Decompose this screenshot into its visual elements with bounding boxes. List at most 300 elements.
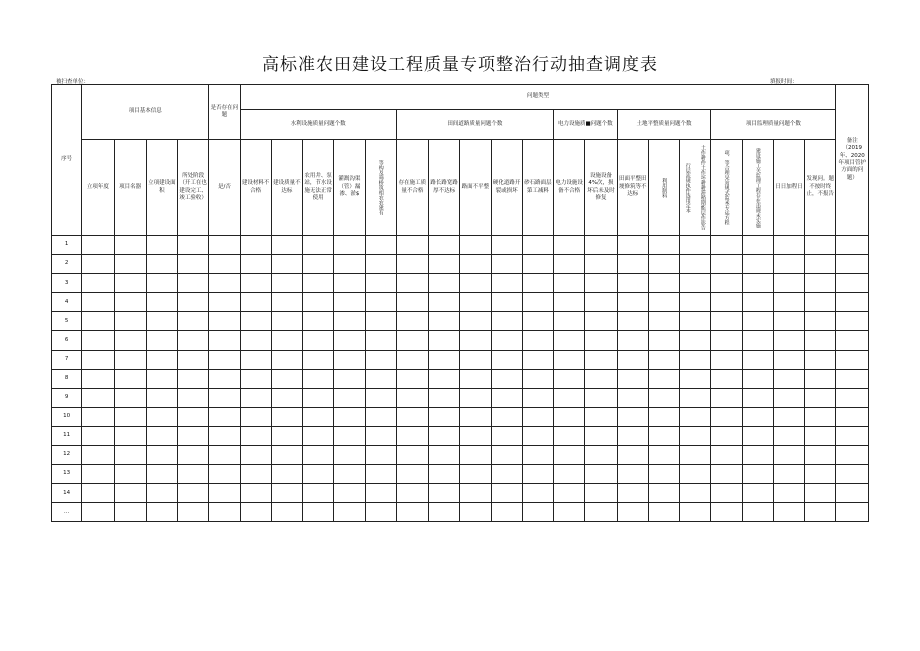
table-cell[interactable]: [146, 407, 177, 426]
table-cell[interactable]: [680, 255, 711, 274]
table-cell[interactable]: [240, 293, 271, 312]
table-cell[interactable]: [460, 446, 491, 465]
table-cell[interactable]: [585, 312, 617, 331]
table-cell[interactable]: [271, 236, 302, 255]
table-cell[interactable]: [334, 446, 365, 465]
table-cell[interactable]: [365, 312, 396, 331]
table-cell[interactable]: [334, 465, 365, 484]
table-cell[interactable]: [303, 388, 334, 407]
table-cell[interactable]: [742, 426, 773, 445]
table-cell[interactable]: [617, 388, 648, 407]
table-cell[interactable]: [303, 236, 334, 255]
table-cell[interactable]: [711, 388, 742, 407]
table-cell[interactable]: [271, 293, 302, 312]
table-cell[interactable]: [365, 350, 396, 369]
table-cell[interactable]: [365, 255, 396, 274]
table-cell[interactable]: [491, 484, 522, 503]
table-cell[interactable]: [146, 331, 177, 350]
table-cell[interactable]: [773, 465, 804, 484]
table-cell[interactable]: [240, 484, 271, 503]
table-cell[interactable]: [805, 426, 836, 445]
table-cell[interactable]: [82, 350, 114, 369]
table-cell[interactable]: [522, 369, 553, 388]
table-cell[interactable]: [365, 407, 396, 426]
table-cell[interactable]: [680, 407, 711, 426]
table-cell[interactable]: [82, 369, 114, 388]
table-cell[interactable]: [178, 503, 209, 522]
table-cell[interactable]: [146, 503, 177, 522]
table-cell[interactable]: [680, 503, 711, 522]
table-cell[interactable]: [146, 293, 177, 312]
table-cell[interactable]: [303, 255, 334, 274]
table-cell[interactable]: [460, 369, 491, 388]
table-cell[interactable]: [585, 350, 617, 369]
table-cell[interactable]: [648, 293, 679, 312]
table-cell[interactable]: [773, 446, 804, 465]
table-cell[interactable]: [836, 255, 869, 274]
table-cell[interactable]: [680, 331, 711, 350]
table-cell[interactable]: [742, 484, 773, 503]
table-cell[interactable]: [773, 503, 804, 522]
table-cell[interactable]: [240, 350, 271, 369]
table-cell[interactable]: [460, 312, 491, 331]
table-cell[interactable]: [617, 274, 648, 293]
table-cell[interactable]: [773, 426, 804, 445]
table-cell[interactable]: [178, 426, 209, 445]
table-cell[interactable]: [240, 465, 271, 484]
table-cell[interactable]: [114, 369, 146, 388]
table-cell[interactable]: [365, 331, 396, 350]
table-cell[interactable]: [805, 407, 836, 426]
table-cell[interactable]: [396, 312, 428, 331]
table-cell[interactable]: [178, 236, 209, 255]
table-cell[interactable]: [742, 293, 773, 312]
table-cell[interactable]: [178, 255, 209, 274]
table-cell[interactable]: [680, 274, 711, 293]
table-cell[interactable]: [805, 312, 836, 331]
table-cell[interactable]: [429, 255, 460, 274]
table-cell[interactable]: [396, 331, 428, 350]
table-cell[interactable]: [648, 465, 679, 484]
table-cell[interactable]: [460, 484, 491, 503]
table-cell[interactable]: [617, 312, 648, 331]
table-cell[interactable]: [836, 236, 869, 255]
table-cell[interactable]: [617, 331, 648, 350]
table-cell[interactable]: [648, 236, 679, 255]
table-cell[interactable]: [742, 446, 773, 465]
table-cell[interactable]: [805, 465, 836, 484]
table-cell[interactable]: [240, 369, 271, 388]
table-cell[interactable]: [522, 407, 553, 426]
table-cell[interactable]: [396, 274, 428, 293]
table-cell[interactable]: [617, 503, 648, 522]
table-cell[interactable]: [365, 465, 396, 484]
table-cell[interactable]: [491, 388, 522, 407]
table-cell[interactable]: [554, 407, 585, 426]
table-cell[interactable]: [491, 503, 522, 522]
table-cell[interactable]: [522, 236, 553, 255]
table-cell[interactable]: [585, 407, 617, 426]
table-cell[interactable]: [773, 369, 804, 388]
table-cell[interactable]: [303, 465, 334, 484]
table-cell[interactable]: [396, 369, 428, 388]
table-cell[interactable]: [114, 465, 146, 484]
table-cell[interactable]: [365, 369, 396, 388]
table-cell[interactable]: [460, 255, 491, 274]
table-cell[interactable]: [146, 369, 177, 388]
table-cell[interactable]: [334, 274, 365, 293]
table-cell[interactable]: [742, 465, 773, 484]
table-cell[interactable]: [303, 331, 334, 350]
table-cell[interactable]: [271, 350, 302, 369]
table-cell[interactable]: [836, 503, 869, 522]
table-cell[interactable]: [805, 274, 836, 293]
table-cell[interactable]: [240, 312, 271, 331]
table-cell[interactable]: [773, 293, 804, 312]
table-cell[interactable]: [303, 312, 334, 331]
table-cell[interactable]: [711, 484, 742, 503]
table-cell[interactable]: [429, 446, 460, 465]
table-cell[interactable]: [429, 312, 460, 331]
table-cell[interactable]: [711, 274, 742, 293]
table-cell[interactable]: [773, 407, 804, 426]
table-cell[interactable]: [82, 236, 114, 255]
table-cell[interactable]: [554, 312, 585, 331]
table-cell[interactable]: [209, 350, 240, 369]
table-cell[interactable]: [365, 293, 396, 312]
table-cell[interactable]: [554, 503, 585, 522]
table-cell[interactable]: [711, 236, 742, 255]
table-cell[interactable]: [711, 465, 742, 484]
table-cell[interactable]: [209, 293, 240, 312]
table-cell[interactable]: [334, 484, 365, 503]
table-cell[interactable]: [836, 426, 869, 445]
table-cell[interactable]: [742, 255, 773, 274]
table-cell[interactable]: [429, 388, 460, 407]
table-cell[interactable]: [114, 236, 146, 255]
table-cell[interactable]: [82, 503, 114, 522]
table-cell[interactable]: [680, 426, 711, 445]
table-cell[interactable]: [773, 350, 804, 369]
table-cell[interactable]: [460, 350, 491, 369]
table-cell[interactable]: [114, 255, 146, 274]
table-cell[interactable]: [396, 484, 428, 503]
table-cell[interactable]: [805, 293, 836, 312]
table-cell[interactable]: [460, 465, 491, 484]
table-cell[interactable]: [648, 255, 679, 274]
table-cell[interactable]: [460, 388, 491, 407]
table-cell[interactable]: [209, 484, 240, 503]
table-cell[interactable]: [114, 426, 146, 445]
table-cell[interactable]: [648, 388, 679, 407]
table-cell[interactable]: [82, 312, 114, 331]
table-cell[interactable]: [82, 484, 114, 503]
table-cell[interactable]: [805, 446, 836, 465]
table-cell[interactable]: [209, 331, 240, 350]
table-cell[interactable]: [617, 446, 648, 465]
table-cell[interactable]: [680, 236, 711, 255]
table-cell[interactable]: [271, 331, 302, 350]
table-cell[interactable]: [178, 350, 209, 369]
table-cell[interactable]: [209, 369, 240, 388]
table-cell[interactable]: [82, 255, 114, 274]
table-cell[interactable]: [491, 350, 522, 369]
table-cell[interactable]: [396, 465, 428, 484]
table-cell[interactable]: [240, 274, 271, 293]
table-cell[interactable]: [711, 446, 742, 465]
table-cell[interactable]: [334, 312, 365, 331]
table-cell[interactable]: [146, 350, 177, 369]
table-cell[interactable]: [178, 331, 209, 350]
table-cell[interactable]: [146, 236, 177, 255]
table-cell[interactable]: [334, 350, 365, 369]
table-cell[interactable]: [114, 293, 146, 312]
table-cell[interactable]: [209, 388, 240, 407]
table-cell[interactable]: [585, 331, 617, 350]
table-cell[interactable]: [648, 484, 679, 503]
table-cell[interactable]: [460, 407, 491, 426]
table-cell[interactable]: [146, 274, 177, 293]
table-cell[interactable]: [146, 426, 177, 445]
table-cell[interactable]: [271, 407, 302, 426]
table-cell[interactable]: [303, 407, 334, 426]
table-cell[interactable]: [522, 388, 553, 407]
table-cell[interactable]: [271, 312, 302, 331]
table-cell[interactable]: [617, 236, 648, 255]
table-cell[interactable]: [146, 388, 177, 407]
table-cell[interactable]: [429, 484, 460, 503]
table-cell[interactable]: [836, 446, 869, 465]
table-cell[interactable]: [742, 236, 773, 255]
table-cell[interactable]: [209, 503, 240, 522]
table-cell[interactable]: [396, 350, 428, 369]
table-cell[interactable]: [805, 236, 836, 255]
table-cell[interactable]: [396, 407, 428, 426]
table-cell[interactable]: [429, 407, 460, 426]
table-cell[interactable]: [711, 407, 742, 426]
table-cell[interactable]: [365, 388, 396, 407]
table-cell[interactable]: [648, 426, 679, 445]
table-cell[interactable]: [711, 503, 742, 522]
table-cell[interactable]: [303, 274, 334, 293]
table-cell[interactable]: [522, 350, 553, 369]
table-cell[interactable]: [365, 426, 396, 445]
table-cell[interactable]: [240, 446, 271, 465]
table-cell[interactable]: [82, 465, 114, 484]
table-cell[interactable]: [114, 484, 146, 503]
table-cell[interactable]: [585, 465, 617, 484]
table-cell[interactable]: [460, 236, 491, 255]
table-cell[interactable]: [334, 331, 365, 350]
table-cell[interactable]: [805, 331, 836, 350]
table-cell[interactable]: [617, 369, 648, 388]
table-cell[interactable]: [114, 274, 146, 293]
table-cell[interactable]: [491, 331, 522, 350]
table-cell[interactable]: [303, 350, 334, 369]
table-cell[interactable]: [334, 255, 365, 274]
table-cell[interactable]: [82, 446, 114, 465]
table-cell[interactable]: [648, 312, 679, 331]
table-cell[interactable]: [648, 407, 679, 426]
table-cell[interactable]: [773, 236, 804, 255]
table-cell[interactable]: [82, 407, 114, 426]
table-cell[interactable]: [396, 446, 428, 465]
table-cell[interactable]: [146, 465, 177, 484]
table-cell[interactable]: [522, 312, 553, 331]
table-cell[interactable]: [271, 274, 302, 293]
table-cell[interactable]: [648, 350, 679, 369]
table-cell[interactable]: [429, 350, 460, 369]
table-cell[interactable]: [680, 465, 711, 484]
table-cell[interactable]: [554, 236, 585, 255]
table-cell[interactable]: [554, 484, 585, 503]
table-cell[interactable]: [460, 331, 491, 350]
table-cell[interactable]: [396, 503, 428, 522]
table-cell[interactable]: [554, 293, 585, 312]
table-cell[interactable]: [82, 426, 114, 445]
table-cell[interactable]: [271, 484, 302, 503]
table-cell[interactable]: [178, 465, 209, 484]
table-cell[interactable]: [773, 255, 804, 274]
table-cell[interactable]: [805, 484, 836, 503]
table-cell[interactable]: [617, 407, 648, 426]
table-cell[interactable]: [82, 331, 114, 350]
table-cell[interactable]: [146, 484, 177, 503]
table-cell[interactable]: [460, 274, 491, 293]
table-cell[interactable]: [585, 236, 617, 255]
table-cell[interactable]: [178, 274, 209, 293]
table-cell[interactable]: [334, 426, 365, 445]
table-cell[interactable]: [554, 465, 585, 484]
table-cell[interactable]: [82, 293, 114, 312]
table-cell[interactable]: [114, 407, 146, 426]
table-cell[interactable]: [585, 369, 617, 388]
table-cell[interactable]: [554, 388, 585, 407]
table-cell[interactable]: [711, 350, 742, 369]
table-cell[interactable]: [805, 503, 836, 522]
table-cell[interactable]: [460, 503, 491, 522]
table-cell[interactable]: [365, 503, 396, 522]
table-cell[interactable]: [805, 350, 836, 369]
table-cell[interactable]: [648, 274, 679, 293]
table-cell[interactable]: [617, 293, 648, 312]
table-cell[interactable]: [491, 236, 522, 255]
table-cell[interactable]: [82, 388, 114, 407]
table-cell[interactable]: [522, 293, 553, 312]
table-cell[interactable]: [334, 293, 365, 312]
table-cell[interactable]: [680, 293, 711, 312]
table-cell[interactable]: [429, 369, 460, 388]
table-cell[interactable]: [303, 484, 334, 503]
table-cell[interactable]: [585, 293, 617, 312]
table-cell[interactable]: [303, 503, 334, 522]
table-cell[interactable]: [209, 274, 240, 293]
table-cell[interactable]: [742, 503, 773, 522]
table-cell[interactable]: [742, 369, 773, 388]
table-cell[interactable]: [522, 255, 553, 274]
table-cell[interactable]: [303, 293, 334, 312]
table-cell[interactable]: [836, 388, 869, 407]
table-cell[interactable]: [209, 446, 240, 465]
table-cell[interactable]: [240, 236, 271, 255]
table-cell[interactable]: [648, 503, 679, 522]
table-cell[interactable]: [680, 312, 711, 331]
table-cell[interactable]: [178, 312, 209, 331]
table-cell[interactable]: [805, 388, 836, 407]
table-cell[interactable]: [491, 369, 522, 388]
table-cell[interactable]: [365, 446, 396, 465]
table-cell[interactable]: [114, 503, 146, 522]
table-cell[interactable]: [114, 312, 146, 331]
table-cell[interactable]: [178, 407, 209, 426]
table-cell[interactable]: [303, 426, 334, 445]
table-cell[interactable]: [773, 484, 804, 503]
table-cell[interactable]: [429, 331, 460, 350]
table-cell[interactable]: [240, 426, 271, 445]
table-cell[interactable]: [491, 293, 522, 312]
table-cell[interactable]: [585, 388, 617, 407]
table-cell[interactable]: [617, 350, 648, 369]
table-cell[interactable]: [585, 446, 617, 465]
table-cell[interactable]: [240, 503, 271, 522]
table-cell[interactable]: [146, 255, 177, 274]
table-cell[interactable]: [680, 369, 711, 388]
table-cell[interactable]: [429, 236, 460, 255]
table-cell[interactable]: [114, 350, 146, 369]
table-cell[interactable]: [554, 426, 585, 445]
table-cell[interactable]: [554, 350, 585, 369]
table-cell[interactable]: [617, 255, 648, 274]
table-cell[interactable]: [396, 388, 428, 407]
table-cell[interactable]: [429, 426, 460, 445]
table-cell[interactable]: [648, 369, 679, 388]
table-cell[interactable]: [836, 407, 869, 426]
table-cell[interactable]: [365, 274, 396, 293]
table-cell[interactable]: [491, 255, 522, 274]
table-cell[interactable]: [209, 312, 240, 331]
table-cell[interactable]: [522, 446, 553, 465]
table-cell[interactable]: [271, 255, 302, 274]
table-cell[interactable]: [554, 274, 585, 293]
table-cell[interactable]: [805, 255, 836, 274]
table-cell[interactable]: [522, 331, 553, 350]
table-cell[interactable]: [742, 350, 773, 369]
table-cell[interactable]: [240, 331, 271, 350]
table-cell[interactable]: [836, 465, 869, 484]
table-cell[interactable]: [303, 369, 334, 388]
table-cell[interactable]: [522, 465, 553, 484]
table-cell[interactable]: [648, 331, 679, 350]
table-cell[interactable]: [680, 388, 711, 407]
table-cell[interactable]: [773, 388, 804, 407]
table-cell[interactable]: [617, 426, 648, 445]
table-cell[interactable]: [680, 350, 711, 369]
table-cell[interactable]: [585, 426, 617, 445]
table-cell[interactable]: [429, 293, 460, 312]
table-cell[interactable]: [429, 503, 460, 522]
table-cell[interactable]: [365, 236, 396, 255]
table-cell[interactable]: [711, 293, 742, 312]
table-cell[interactable]: [396, 255, 428, 274]
table-cell[interactable]: [585, 255, 617, 274]
table-cell[interactable]: [429, 274, 460, 293]
table-cell[interactable]: [334, 236, 365, 255]
table-cell[interactable]: [836, 274, 869, 293]
table-cell[interactable]: [522, 274, 553, 293]
table-cell[interactable]: [396, 293, 428, 312]
table-cell[interactable]: [271, 465, 302, 484]
table-cell[interactable]: [82, 274, 114, 293]
